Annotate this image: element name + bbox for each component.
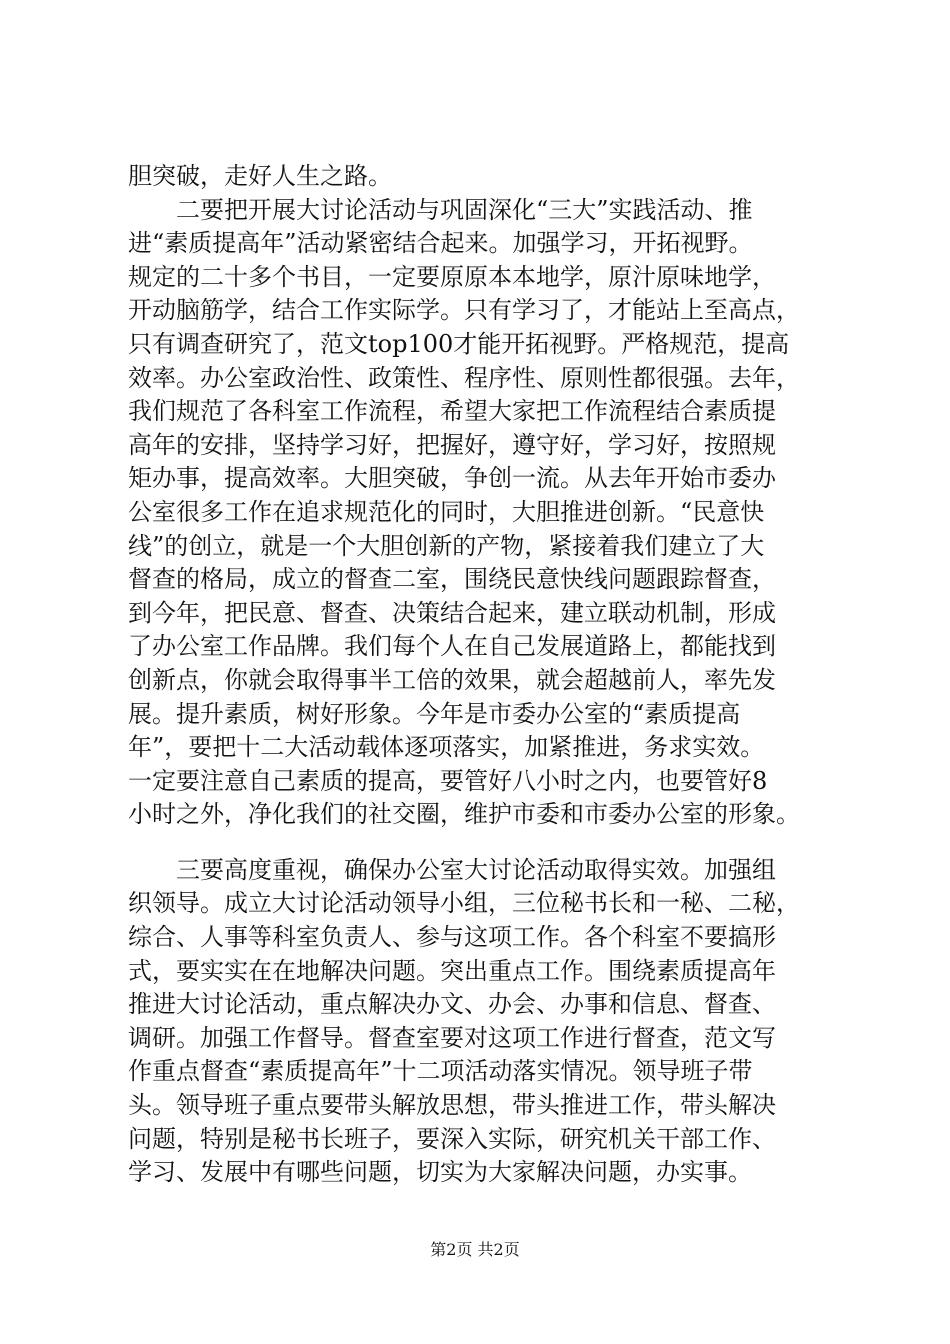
text-line: 效率。办公室政治性、政策性、程序性、原则性都很强。去年， (128, 363, 800, 392)
text-line: 进“素质提高年”活动紧密结合起来。加强学习，开拓视野。 (128, 229, 753, 258)
text-line: 式，要实实在在地解决问题。突出重点工作。围绕素质提高年 (128, 956, 776, 985)
text-line: 到今年，把民意、督查、决策结合起来，建立联动机制，形成 (128, 598, 776, 627)
text-line: 年”，要把十二大活动载体逐项落实，加紧推进，务求实效。 (128, 733, 765, 762)
text-line: 线”的创立，就是一个大胆创新的产物，紧接着我们建立了大 (128, 531, 765, 560)
paragraph-3 (128, 854, 840, 1190)
text-line: 公室很多工作在追求规范化的同时，大胆推进创新。“民意快 (128, 497, 765, 526)
text-line: 小时之外，净化我们的社交圈，维护市委和市委办公室的形象。 (128, 800, 800, 829)
text-line: 推进大讨论活动，重点解决办文、办会、办事和信息、督查、 (128, 990, 776, 1019)
page-number-label: 第2页 共2页 (430, 1240, 520, 1259)
text-line: 展。提升素质，树好形象。今年是市委办公室的“素质提高 (128, 699, 741, 728)
paragraph-gap (128, 832, 840, 854)
page-footer (0, 1240, 950, 1260)
text-line: 二要把开展大讨论活动与巩固深化“三大”实践活动、推 (128, 195, 753, 224)
text-line: 学习、发展中有哪些问题，切实为大家解决问题，办实事。 (128, 1158, 752, 1187)
text-line: 高年的安排，坚持学习好，把握好，遵守好，学习好，按照规 (128, 430, 776, 459)
text-line: 作重点督查“素质提高年”十二项活动落实情况。领导班子带 (128, 1057, 753, 1086)
text-line: 胆突破，走好人生之路。 (128, 162, 392, 190)
text-line: 织领导。成立大讨论活动领导小组，三位秘书长和一秘、二秘， (128, 889, 800, 918)
text-line: 创新点，你就会取得事半工倍的效果，就会超越前人，率先发 (128, 665, 776, 694)
text-line: 我们规范了各科室工作流程，希望大家把工作流程结合素质提 (128, 397, 776, 426)
paragraph-2 (128, 194, 840, 832)
text-line: 矩办事，提高效率。大胆突破，争创一流。从去年开始市委办 (128, 464, 776, 493)
paragraph-1 (128, 160, 840, 194)
text-line: 了办公室工作品牌。我们每个人在自己发展道路上，都能找到 (128, 632, 776, 661)
text-line: 一定要注意自己素质的提高，要管好八小时之内，也要管好8 (128, 766, 768, 795)
text-line: 三要高度重视，确保办公室大讨论活动取得实效。加强组 (128, 855, 776, 884)
text-line: 问题，特别是秘书长班子，要深入实际，研究机关干部工作、 (128, 1124, 776, 1153)
text-line: 综合、人事等科室负责人、参与这项工作。各个科室不要搞形 (128, 923, 776, 952)
text-line: 头。领导班子重点要带头解放思想，带头推进工作，带头解决 (128, 1091, 776, 1120)
text-line: 督查的格局，成立的督查二室，围绕民意快线问题跟踪督查， (128, 565, 776, 594)
text-line: 调研。加强工作督导。督查室要对这项工作进行督查，范文写 (128, 1023, 776, 1052)
text-line: 规定的二十多个书目，一定要原原本本地学，原汁原味地学， (128, 262, 776, 291)
document-body (128, 160, 840, 1190)
text-line: 开动脑筋学，结合工作实际学。只有学习了，才能站上至高点， (128, 296, 800, 325)
text-line: 只有调查研究了，范文top100才能开拓视野。严格规范，提高 (128, 329, 790, 358)
